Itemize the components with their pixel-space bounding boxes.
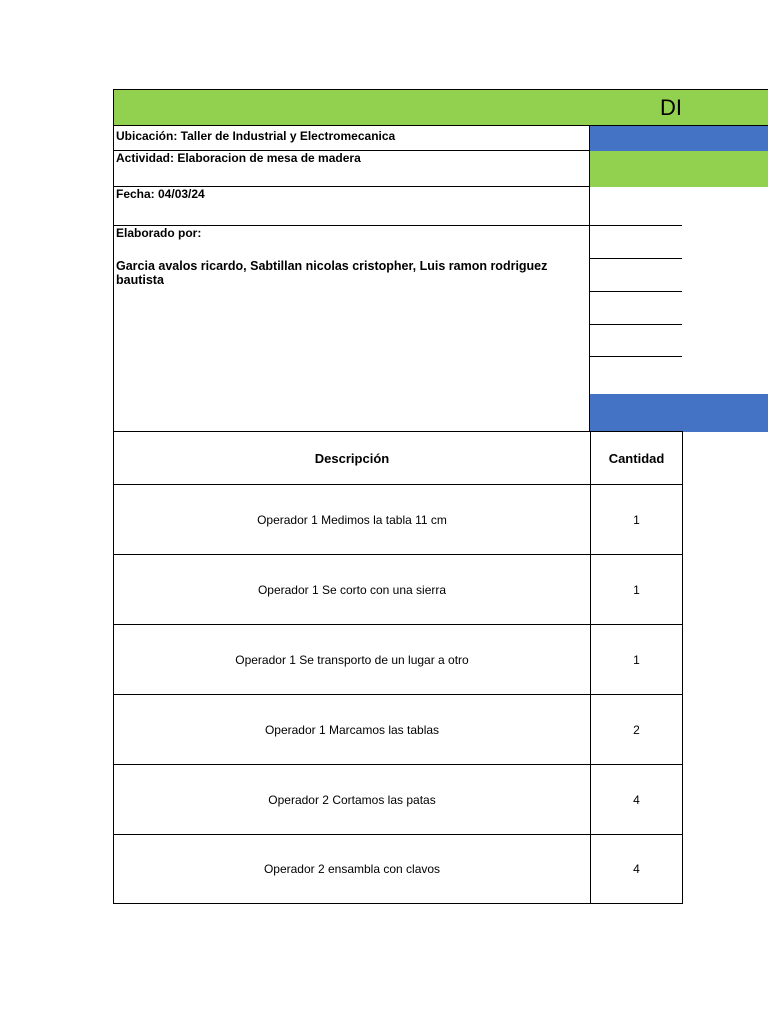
table-row-4-descripcion: Operador 1 Marcamos las tablas xyxy=(114,695,590,765)
table-row-6-cantidad: 4 xyxy=(590,835,682,903)
fecha-field: Fecha: 04/03/24 xyxy=(113,187,590,226)
side-cell-6 xyxy=(590,357,682,394)
title-bar xyxy=(113,89,768,126)
table-row-5-descripcion: Operador 2 Cortamos las patas xyxy=(114,765,590,835)
col-header-descripcion: Descripción xyxy=(114,432,590,485)
table-row-6-descripcion: Operador 2 ensambla con clavos xyxy=(263,862,441,876)
table-row-1-descripcion: Operador 1 Medimos la tabla 11 cm xyxy=(114,485,590,555)
side-cell-5 xyxy=(590,325,682,357)
ubicacion-field: Ubicación: Taller de Industrial y Electromecanica xyxy=(113,126,590,151)
elaborado-names: Garcia avalos ricardo, Sabtillan nicolas cristopher, Luis ramon rodriguez bautista xyxy=(116,259,548,287)
side-blue-bar xyxy=(590,394,768,432)
actividad-side-fill xyxy=(590,151,768,187)
table-row-1-cantidad: 1 xyxy=(590,485,682,555)
table-row-4-cantidad: 2 xyxy=(590,695,682,765)
side-cell-4 xyxy=(590,292,682,325)
side-cell-3 xyxy=(590,259,682,292)
side-cell-2 xyxy=(590,226,682,259)
table-row-2-descripcion: Operador 1 Se corto con una sierra xyxy=(114,555,590,625)
table-row-5-cantidad: 4 xyxy=(590,765,682,835)
actividad-field: Actividad: Elaboracion de mesa de madera xyxy=(113,151,590,187)
table-row-2-cantidad: 1 xyxy=(590,555,682,625)
table-row-3-cantidad: 1 xyxy=(590,625,682,695)
side-cell-1 xyxy=(590,187,682,226)
title-text: DI xyxy=(660,95,682,120)
elaborado-label: Elaborado por: xyxy=(116,226,202,240)
ubicacion-side-fill xyxy=(590,126,768,151)
table-row-3-descripcion: Operador 1 Se transporto de un lugar a otro xyxy=(114,625,590,695)
col-header-cantidad: Cantidad xyxy=(590,432,682,485)
